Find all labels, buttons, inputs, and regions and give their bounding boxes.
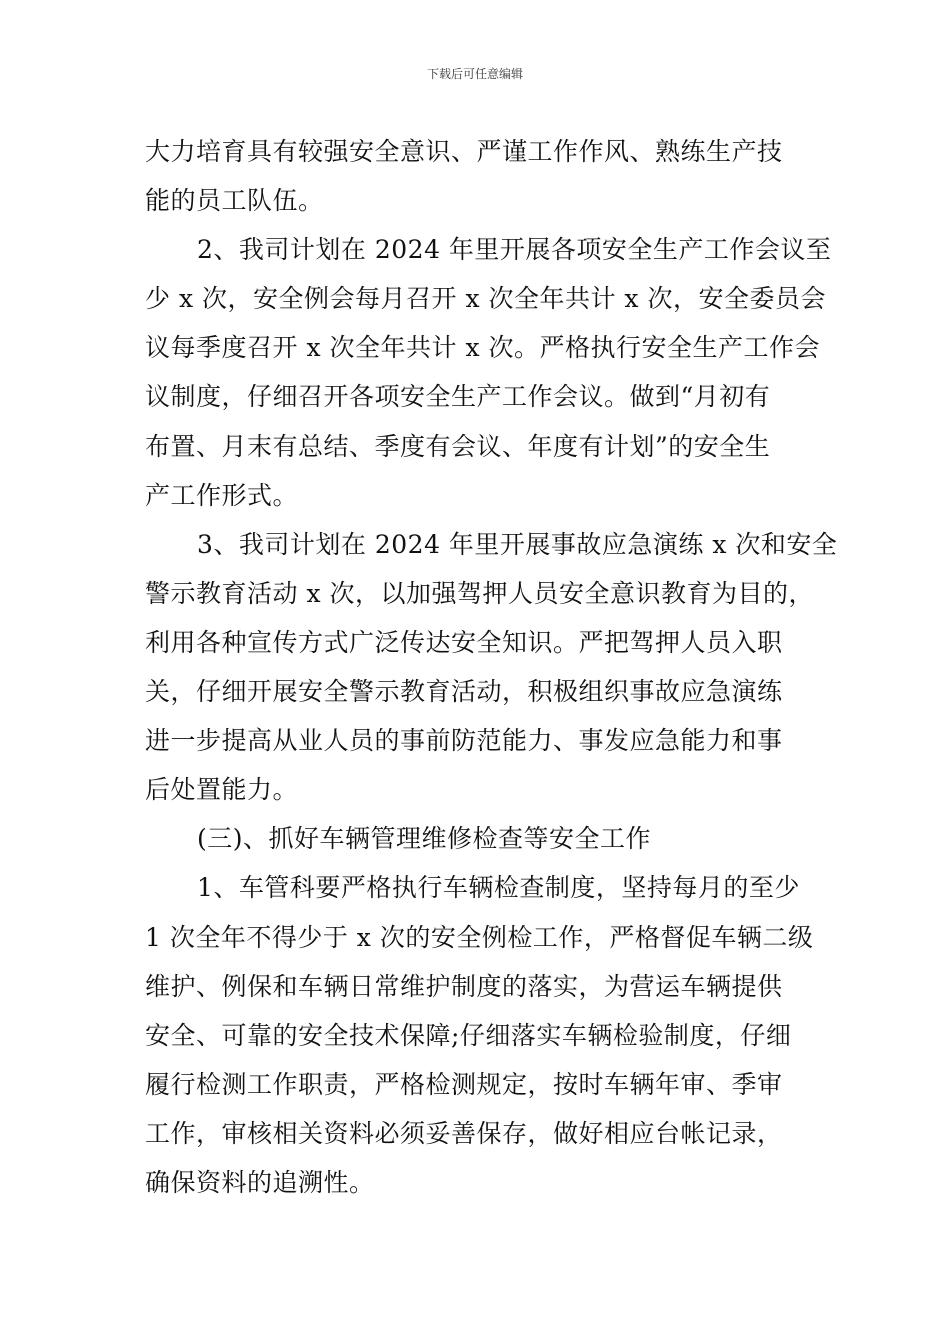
text-line: 关，仔细开展安全警示教育活动，积极组织事故应急演练: [145, 677, 783, 707]
text-line: 进一步提高从业人员的事前防范能力、事发应急能力和事: [145, 726, 783, 756]
text-line: 警示教育活动 x 次，以加强驾押人员安全意识教育为目的，: [145, 578, 814, 608]
text-line: 布置、月末有总结、季度有会议、年度有计划”的安全生: [145, 431, 771, 461]
text-line: 大力培育具有较强安全意识、严谨工作作风、熟练生产技: [145, 137, 783, 166]
text-line: 确保资料的追溯性。: [145, 1167, 375, 1197]
text-line: 安全、可靠的安全技术保障;仔细落实车辆检验制度，仔细: [145, 1020, 792, 1050]
paragraph-start-line: 2、我司计划在 2024 年里开展各项安全生产工作会议至: [197, 235, 832, 265]
paragraph-start-line: 3、我司计划在 2024 年里开展事故应急演练 x 次和安全: [197, 529, 838, 559]
text-line: 维护、例保和车辆日常维护制度的落实，为营运车辆提供: [145, 971, 783, 1001]
text-line: 能的员工队伍。: [145, 186, 324, 216]
text-line: 议制度，仔细召开各项安全生产工作会议。做到“月初有: [145, 382, 771, 412]
text-line: 利用各种宣传方式广泛传达安全知识。严把驾押人员入职: [145, 627, 783, 657]
text-line: 履行检测工作职责，严格检测规定，按时车辆年审、季审: [145, 1069, 783, 1099]
text-line: 少 x 次，安全例会每月召开 x 次全年共计 x 次，安全委员会: [145, 284, 826, 314]
page-header: 下载后可任意编辑: [426, 67, 523, 81]
document-body: [145, 127, 838, 1207]
text-line: 议每季度召开 x 次全年共计 x 次。严格执行安全生产工作会: [145, 333, 820, 363]
text-line: 后处置能力。: [145, 775, 299, 805]
text-line: 产工作形式。: [145, 480, 299, 510]
text-line: 1 次全年不得少于 x 次的安全例检工作，严格督促车辆二级: [145, 922, 814, 952]
paragraph-start-line: 1、车管科要严格执行车辆检查制度，坚持每月的至少: [197, 873, 800, 903]
section-heading: (三)、抓好车辆管理维修检查等安全工作: [197, 824, 652, 854]
text-line: 工作，审核相关资料必须妥善保存，做好相应台帐记录，: [145, 1118, 783, 1148]
